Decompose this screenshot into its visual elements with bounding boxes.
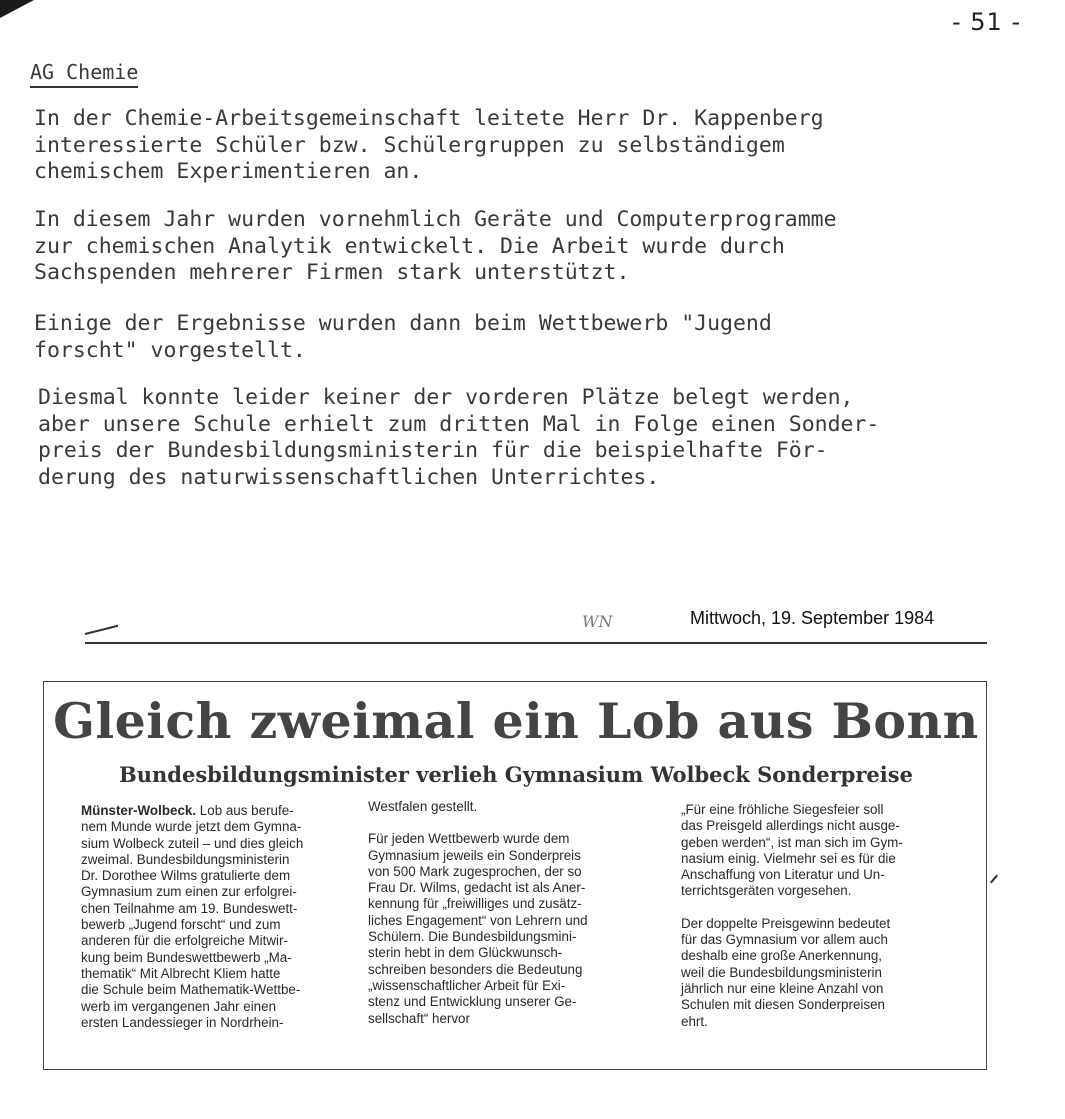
rule-tick [85,625,118,635]
paragraph-1: In der Chemie-Arbeitsgemeinschaft leitete Herr Dr. Kappenberg interessierte Schüler bzw. Schülergruppen zu selbständigem chemischem Experimentieren an. [34,106,824,184]
paragraph-3: Einige der Ergebnisse wurden dann beim Wettbewerb "Jugend forscht" vorgestellt. [34,311,772,363]
article-column-1-text: Lob aus berufe- nem Munde wurde jetzt dem Gymna- sium Wolbeck zuteil – und dies gleich zweimal. Bundesbildungsministerin Dr. Dorothee Wilms gratulierte dem Gymnasium zum einen zur erfolgrei- chen Teilnahme am 19. Bundeswett- bewerb „Jugend forscht“ und zum anderen für die erfolgreiche Mitwir- kung beim Bundeswettbewerb „Ma- thematik“ Mit Albrecht Kliem hatte die Schule beim Mathematik-Wettbe- werb im vergangenen Jahr einen ersten Landessieger in Nordrhein- [81,803,304,1030]
margin-mark [990,875,998,884]
newspaper-clipping [43,681,987,1070]
source-handwritten-mark: WN [582,612,613,631]
page-corner-fold [0,0,34,18]
clipping-headline: Gleich zweimal ein Lob aus Bonn [53,692,979,750]
clipping-subheadline: Bundesbildungsminister verlieh Gymnasium Wolbeck Sonderpreise [119,762,913,787]
article-column-3 [681,802,976,1030]
article-column-3-p2: Der doppelte Preisgewinn bedeutet für das Gymnasium vor allem auch deshalb eine große Anerkennung, weil die Bundesbildungsministerin jährlich nur eine kleine Anzahl von Schulen mit diesen Sonderpreisen ehrt. [681,915,891,1029]
article-column-2-p1: Westfalen gestellt. [368,799,478,814]
section-heading: AG Chemie [30,60,138,88]
article-column-2 [368,799,658,1027]
article-column-3-p1: „Für eine fröhliche Siegesfeier soll das Preisgeld allerdings nicht ausge- geben werden“, ist man sich im Gym- nasium einig. Vielmehr sei es für die Anschaffung von Literatur und Un- terrichtsgeräten vorgesehen. [681,802,903,899]
article-column-1 [81,803,356,1031]
clipping-dateline: Mittwoch, 19. September 1984 [690,608,935,628]
article-dateline-lead: Münster-Wolbeck. [81,803,197,818]
dateline-rule [85,642,987,644]
paragraph-4: Diesmal konnte leider keiner der vorderen Plätze belegt werden, aber unsere Schule erhielt zum dritten Mal in Folge einen Sonder- preis der Bundesbildungsministerin für die beispielhafte För- derung des naturwissenschaftlichen Unterrichtes. [38,385,880,490]
article-column-2-p2: Für jeden Wettbewerb wurde dem Gymnasium jeweils ein Sonderpreis von 500 Mark zugesprochen, der so Frau Dr. Wilms, gedacht ist als Aner- kennung für „freiwilliges und zusätz- liches Engagement“ von Lehrern und Schülern. Die Bundesbildungsmini- sterin hebt in dem Glückwunsch- schreiben besonders die Bedeutung „wissenschaftlicher Arbeit für Exi- stenz und Entwicklung unserer Ge- sellschaft“ hervor [368,831,588,1026]
paragraph-2: In diesem Jahr wurden vornehmlich Geräte und Computerprogramme zur chemischen Analytik entwickelt. Die Arbeit wurde durch Sachspenden mehrerer Firmen stark unterstützt. [34,207,837,285]
page-number: - 51 - [952,8,1022,36]
